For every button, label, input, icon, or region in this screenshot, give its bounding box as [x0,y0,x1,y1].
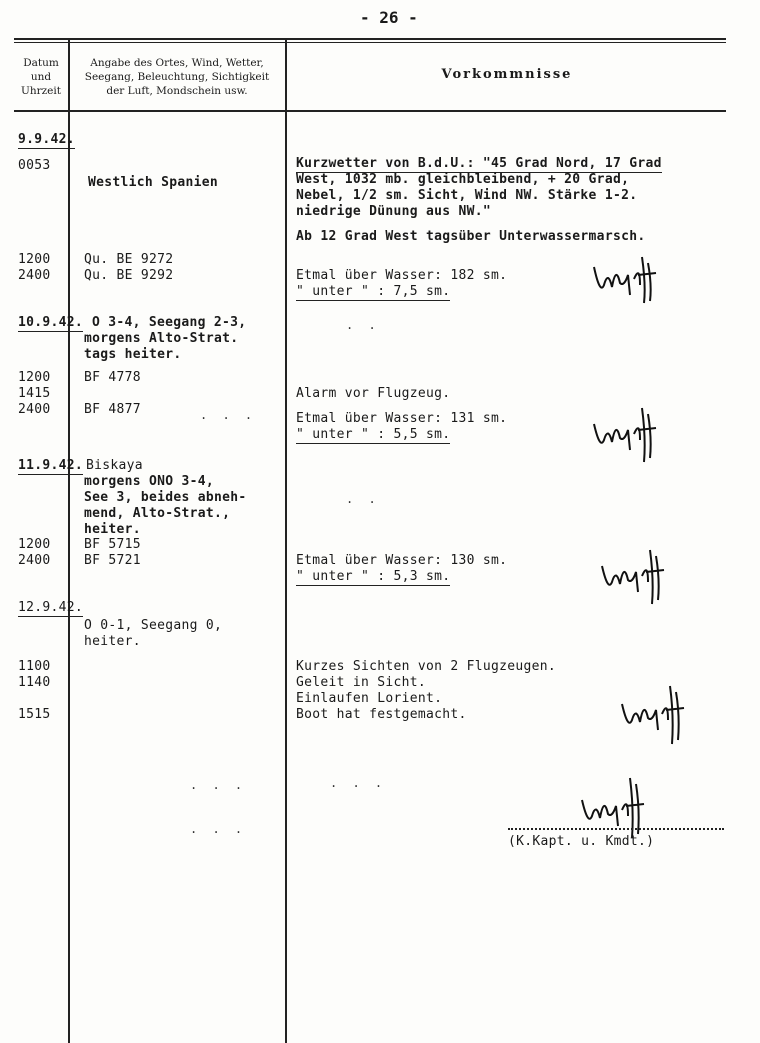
header-location-line-2: Seegang, Beleuchtung, Sichtigkeit [84,71,270,83]
kurzwetter-line-1: Kurzwetter von B.d.U.: "45 Grad Nord, 17 Grad [296,156,662,171]
time-1100: 1100 [18,659,51,674]
position-bf-5721: BF 5721 [84,553,141,568]
time-1200-c: 1200 [18,537,51,552]
weather-12-9-line-2: heiter. [84,634,141,649]
header-location-line-1: Angabe des Ortes, Wind, Wetter, [90,57,264,69]
signature-2 [590,398,660,464]
scan-marks-6: . . . [330,776,387,790]
sichten-flugzeugen: Kurzes Sichten von 2 Flugzeugen. [296,659,557,674]
position-bf-4877: BF 4877 [84,402,141,417]
scan-marks-5: . . . [190,822,247,836]
signature-line [508,828,724,831]
scan-marks-2: . . . [200,408,257,422]
header-location-column [70,56,284,98]
kurzwetter-line-4: niedrige Dünung aus NW." [296,204,492,219]
weather-11-9-line-4: mend, Alto-Strat., [84,506,231,521]
etmal-2-ueber: Etmal über Wasser: 131 sm. [296,411,508,426]
page-number: - 26 - [360,8,418,27]
etmal-1-unter: " unter " : 7,5 sm. [296,284,451,299]
time-1415: 1415 [18,386,51,401]
date-11-9-42: 11.9.42. [18,458,84,473]
scan-marks-1: . . [346,318,380,332]
etmal-3-ueber: Etmal über Wasser: 130 sm. [296,553,508,568]
weather-12-9-line-1: O 0-1, Seegang 0, [84,618,223,633]
header-location-line-3: der Luft, Mondschein usw. [106,85,248,97]
date-9-9-42: 9.9.42. [18,132,75,147]
signature-4 [618,676,688,746]
weather-10-9-line-1: O 3-4, Seegang 2-3, [92,315,247,330]
position-bf-4778: BF 4778 [84,370,141,385]
kurzwetter-line-2: West, 1032 mb. gleichbleibend, + 20 Grad, [296,172,630,187]
time-0053: 0053 [18,158,51,173]
time-1140: 1140 [18,675,51,690]
header-date-column [16,56,66,98]
column-divider-2 [285,40,287,1043]
date-10-9-42: 10.9.42. [18,315,84,330]
signature-1 [590,245,660,305]
location-westlich-spanien: Westlich Spanien [88,175,219,190]
weather-10-9-line-2: morgens Alto-Strat. [84,331,239,346]
etmal-3-unter: " unter " : 5,3 sm. [296,569,451,584]
weather-11-9-line-1: Biskaya [86,458,143,473]
scan-marks-4: . . . [190,778,247,792]
kurzwetter-line-3: Nebel, 1/2 sm. Sicht, Wind NW. Stärke 1-2. [296,188,638,203]
weather-10-9-line-3: tags heiter. [84,347,182,362]
column-divider-1 [68,40,70,1043]
einlaufen-lorient: Einlaufen Lorient. [296,691,443,706]
weather-11-9-line-2: morgens ONO 3-4, [84,474,215,489]
weather-11-9-line-3: See 3, beides abneh- [84,490,247,505]
header-date-line-3: Uhrzeit [21,85,61,97]
time-1200-b: 1200 [18,370,51,385]
boot-festgemacht: Boot hat festgemacht. [296,707,467,722]
signoff-rank: (K.Kapt. u. Kmdt.) [508,834,655,849]
header-date-line-2: und [30,71,52,83]
alarm-flugzeug: Alarm vor Flugzeug. [296,386,451,401]
header-events-column: Vorkommnisse [441,67,573,82]
date-12-9-42: 12.9.42. [18,600,84,615]
time-2400-a: 2400 [18,268,51,283]
position-be-9272: Qu. BE 9272 [84,252,174,267]
etmal-1-ueber: Etmal über Wasser: 182 sm. [296,268,508,283]
header-rule [14,110,726,112]
weather-11-9-line-5: heiter. [84,522,141,537]
time-2400-c: 2400 [18,553,51,568]
time-2400-b: 2400 [18,402,51,417]
header-date-line-1: Datum [23,57,59,69]
position-be-9292: Qu. BE 9292 [84,268,174,283]
top-rule-2 [14,42,726,43]
unterwassermarsch: Ab 12 Grad West tagsüber Unterwassermarsch. [296,229,646,244]
top-rule [14,38,726,40]
scan-marks-3: . . [346,492,380,506]
signature-3 [598,540,668,606]
time-1515: 1515 [18,707,51,722]
position-bf-5715: BF 5715 [84,537,141,552]
geleit-in-sicht: Geleit in Sicht. [296,675,427,690]
etmal-2-unter: " unter " : 5,5 sm. [296,427,451,442]
time-1200-a: 1200 [18,252,51,267]
